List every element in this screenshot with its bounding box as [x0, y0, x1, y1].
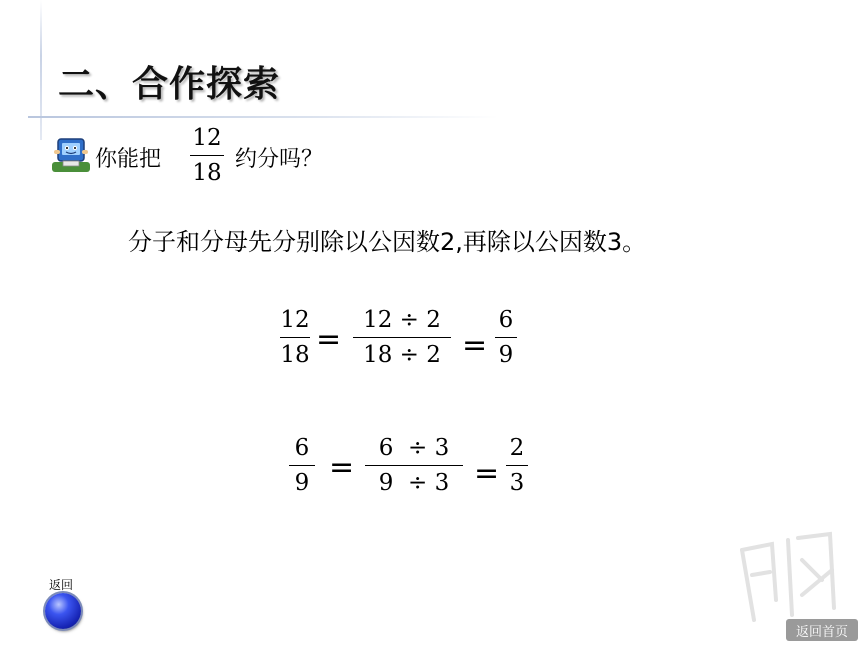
question-prefix: 你能把 [95, 147, 162, 172]
fraction-numerator: 6 [294, 435, 310, 461]
fraction-bar [289, 465, 315, 466]
fraction-numerator: 12 [192, 125, 222, 151]
eq1-middle-fraction [352, 306, 452, 369]
equals-sign: = [474, 456, 500, 491]
fraction-bar [506, 465, 528, 466]
fraction-numerator: 2 [509, 435, 525, 461]
fraction-numerator: 12 [280, 307, 310, 333]
fraction-denominator: 18 [280, 342, 310, 368]
question-suffix: 约分吗？ [235, 147, 324, 172]
fraction-bar [353, 337, 451, 338]
home-button[interactable]: 返回首页 [786, 619, 858, 641]
cartoon-computer-icon [50, 136, 92, 174]
back-button[interactable] [45, 593, 81, 629]
fraction-denominator: 9 [294, 470, 310, 496]
fraction-bar [280, 337, 310, 338]
fraction-numerator: 6 [498, 307, 514, 333]
explanation-text: 分子和分母先分别除以公因数2,再除以公因数3。 [128, 228, 647, 256]
fraction-denominator: 9 ÷ 3 [378, 470, 450, 496]
fraction-denominator: 9 [498, 342, 514, 368]
fraction-numerator: 6 ÷ 3 [378, 435, 450, 461]
eq2-middle-fraction [364, 434, 464, 497]
fraction-numerator: 12 ÷ 2 [363, 307, 441, 333]
back-label: 返回 [49, 578, 74, 592]
decorative-vertical-line [40, 0, 42, 140]
question-fraction [189, 124, 225, 187]
watermark-logo [732, 520, 854, 630]
eq1-left-fraction [278, 306, 312, 369]
equals-sign: = [316, 322, 342, 357]
slide-title: 二、合作探索 [58, 64, 281, 105]
equals-sign: = [329, 450, 355, 485]
fraction-denominator: 18 [192, 160, 222, 186]
decorative-horizontal-line [28, 116, 498, 118]
fraction-bar [190, 155, 224, 156]
equals-sign: = [462, 328, 488, 363]
fraction-denominator: 18 ÷ 2 [363, 342, 441, 368]
fraction-denominator: 3 [509, 470, 525, 496]
fraction-bar [495, 337, 517, 338]
eq1-right-fraction [494, 306, 518, 369]
eq2-right-fraction [505, 434, 529, 497]
fraction-bar [365, 465, 463, 466]
eq2-left-fraction [288, 434, 316, 497]
